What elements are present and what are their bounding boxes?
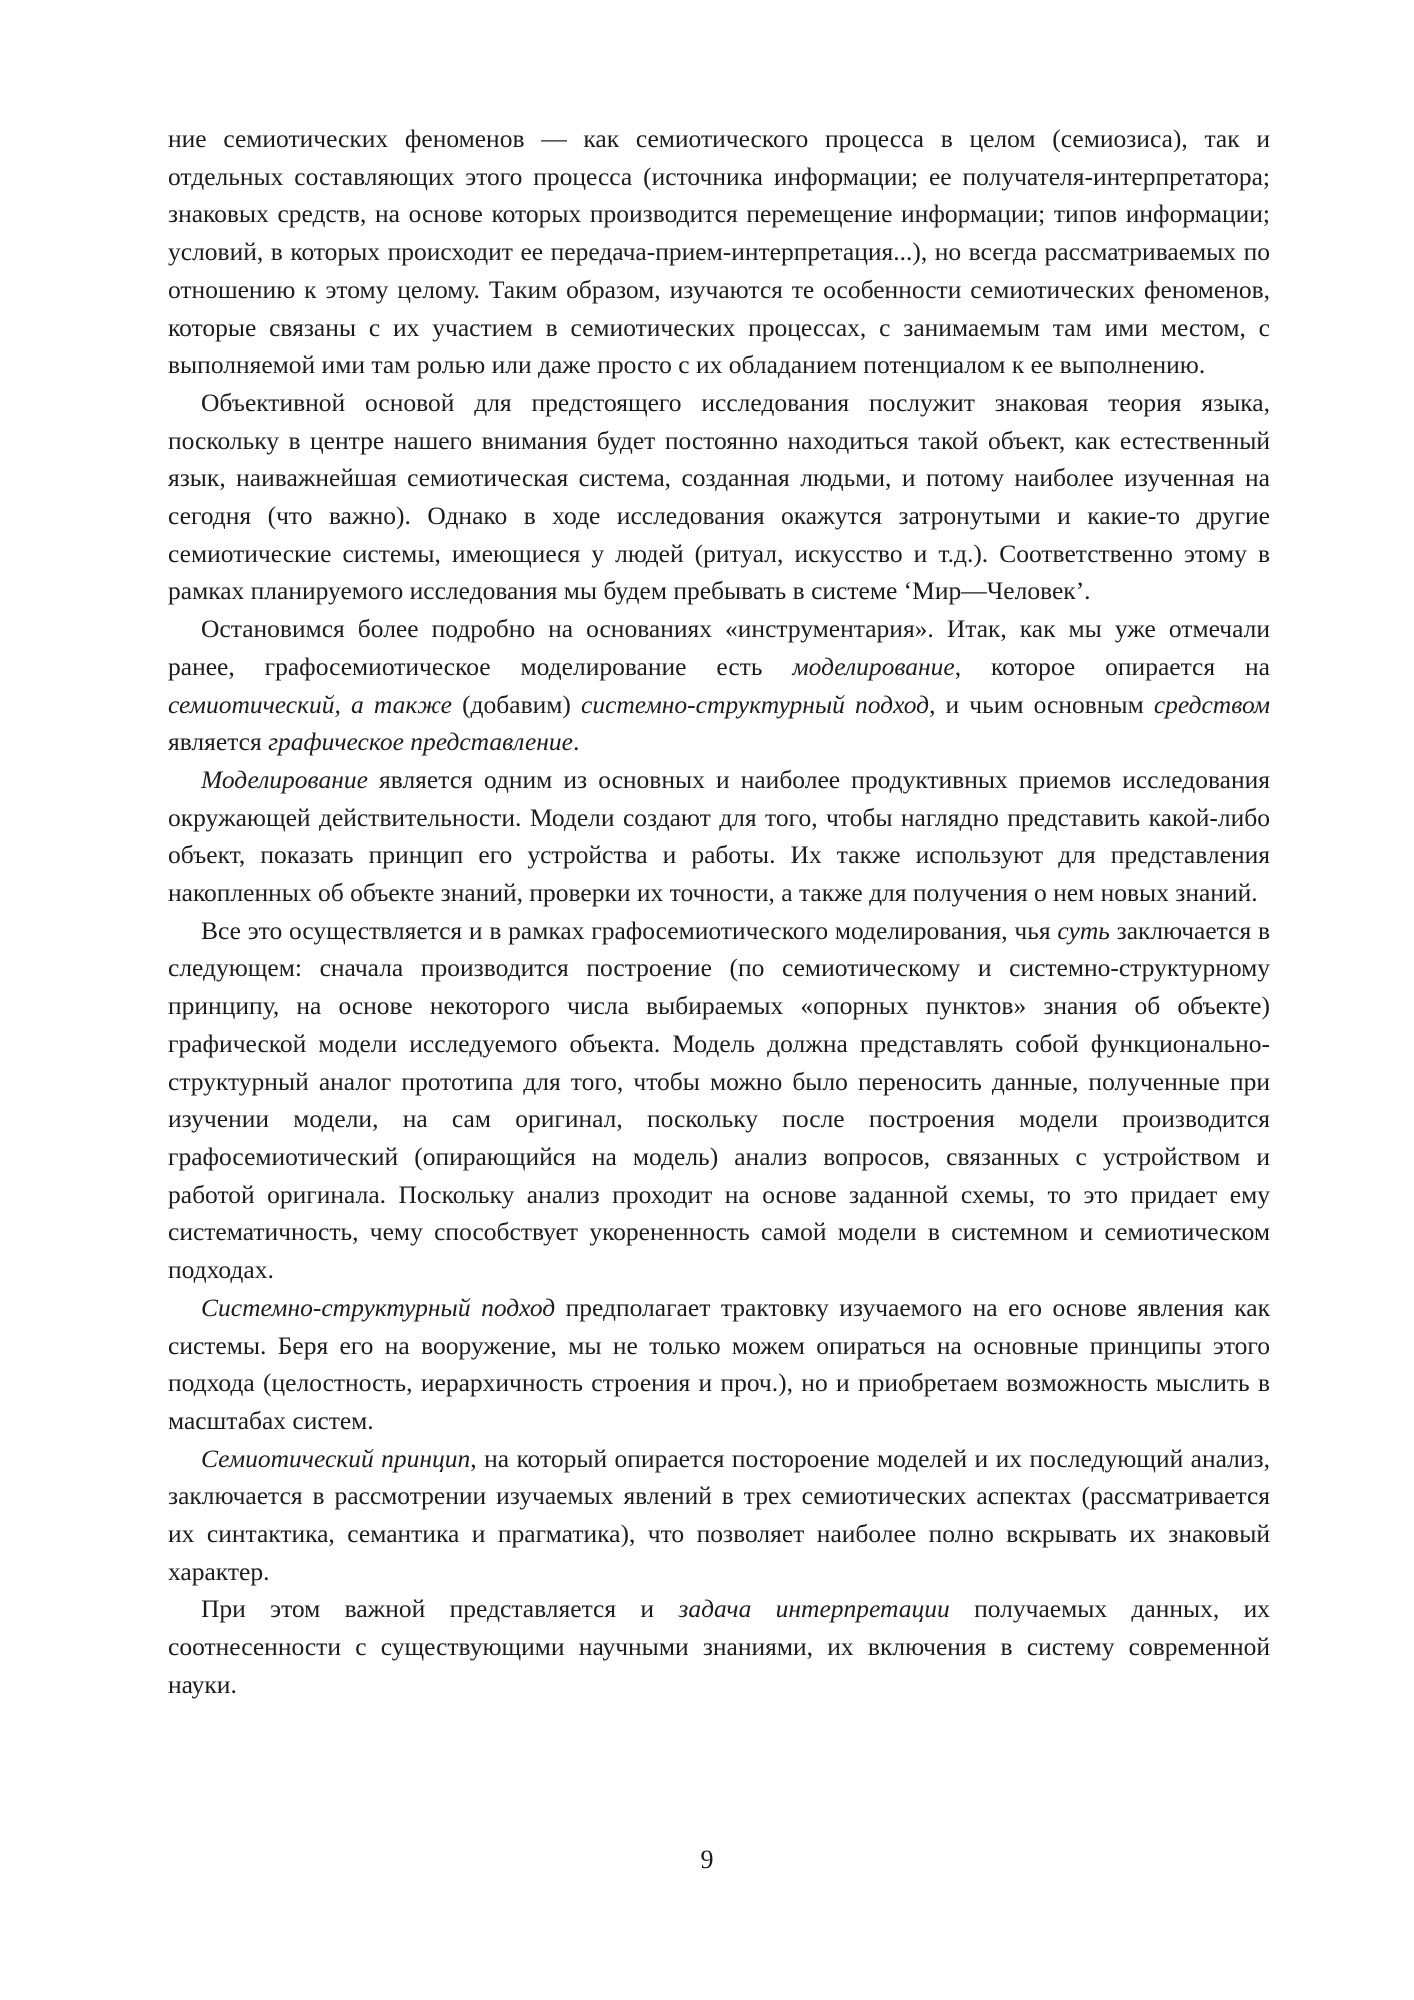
text-run: . [573, 727, 580, 757]
paragraph-6 [168, 1289, 1270, 1440]
paragraph-5 [168, 912, 1270, 1289]
text-run: Объективной основой для предстоящего исследования послужит знаковая теория языка, поскольку в центре нашего внимания будет постоянно находиться такой объект, как естественный язык, наиважнейшая семиотическая система, созданная людьми, и потому наиболее изученная на сегодня (что важно). Однако в ходе исследования окажутся затронутыми и какие-то другие семиотические системы, имеющиеся у людей (ритуал, искусство и т.д.). Соответственно этому в рамках планируемого исследования мы будем пребывать в системе ‘Мир—Человек’. [168, 387, 1270, 606]
text-run: Все это осуществляется и в рамках графосемиотического моделирования, чья [201, 915, 1058, 945]
paragraph-1 [168, 120, 1270, 384]
text-run: предполагает трактовку изучаемого на его основе явления как системы. Беря его на вооружение, мы не только можем опираться на основные принципы этого подхода (целостность, иерархичность строения и проч.), но и приобретаем возможность мыслить в масштабах систем. [168, 1292, 1270, 1435]
paragraph-8 [168, 1590, 1270, 1703]
text-run: ние семиотических феноменов — как семиотического процесса в целом (семиозиса), так и отдельных составляющих этого процесса (источника информации; ее получателя-интерпретатора; знаковых средств, на основе которых производится перемещение информации; типов информации; условий, в которых происходит ее передача-прием-интерпретация...), но всегда рассматриваемых по отношению к этому целому. Таким образом, изучаются те особенности семиотических феноменов, которые связаны с их участием в семиотических процессах, с занимаемым там ими местом, с выполняемой ими там ролью или даже просто с их обладанием потенциалом к ее выполнению. [168, 124, 1270, 380]
text-run: При этом важной представляется и [201, 1594, 679, 1624]
text-run: является одним из основных и наиболее продуктивных приемов исследования окружающей действительности. Модели создают для того, чтобы наглядно представить какой-либо объект, показать принцип его устройства и работы. Их также используют для представления накопленных об объекте знаний, проверки их точности, а также для получения о нем новых знаний. [168, 764, 1270, 908]
body-text [168, 120, 1270, 1704]
italic-term: средством [1153, 689, 1270, 719]
text-run: получаемых данных, их соотнесенности с существующими научными знаниями, их включения в систему современной науки. [168, 1594, 1271, 1699]
page-number: 9 [700, 1845, 714, 1874]
text-run: , и чьим основным [929, 689, 1154, 719]
italic-term: суть [1057, 915, 1110, 945]
text-run: (добавим) [451, 689, 581, 719]
italic-term: задача интерпретации [678, 1594, 950, 1624]
text-run: , на который опирается постороение моделей и их последующий анализ, заключается в рассмотрении изучаемых явлений в трех семиотических аспектах (рассматривается их синтактика, семантика и прагматика), что позволяет наиболее полно вскрывать их знаковый характер. [168, 1443, 1270, 1586]
paragraph-7 [168, 1440, 1270, 1591]
italic-term: Системно-структурный подход [201, 1292, 556, 1322]
paragraph-3 [168, 610, 1270, 761]
italic-term: системно-структурный подход [581, 689, 930, 719]
italic-term: семиотический, а также [168, 689, 452, 719]
italic-term: Моделирование [201, 764, 368, 794]
text-run: заключается в следующем: сначала производится построение (по семиотическому и системно-структурному принципу, на основе некоторого числа выбираемых «опорных пунктов» знания об объекте) графической модели исследуемого объекта. Модель должна представлять собой функционально-структурный аналог прототипа для того, чтобы можно было переносить данные, полученные при изучении модели, на сам оригинал, поскольку после построения модели производится графосемиотический (опирающийся на модель) анализ вопросов, связанных с устройством и работой оригинала. Поскольку анализ проходит на основе заданной схемы, то это придает ему систематичность, чему способствует укорененность самой модели в системном и семиотическом подходах. [168, 915, 1271, 1285]
italic-term: Семиотический принцип [201, 1443, 471, 1473]
italic-term: графическое представление [268, 727, 573, 757]
text-run: , которое опирается на [954, 651, 1270, 681]
paragraph-4 [168, 761, 1270, 912]
text-run: является [168, 727, 269, 757]
paragraph-2 [168, 384, 1270, 610]
italic-term: моделирование [792, 651, 955, 681]
text-run: Остановимся более подробно на основаниях «инструментария». Итак, как мы уже отмечали ранее, графосемиотическое моделирование есть [168, 614, 1270, 681]
